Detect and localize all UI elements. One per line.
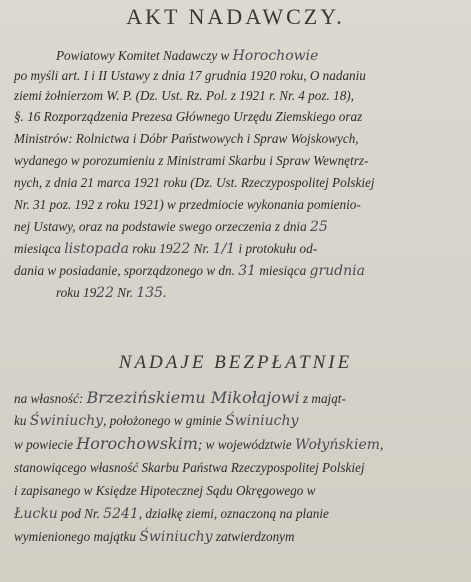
printed-text: , działkę ziemi, oznaczoną na planie	[138, 506, 329, 521]
printed-text: dania w posiadanie, sporządzonego w dn.	[14, 263, 239, 278]
handwritten-entry: 5241	[103, 506, 139, 522]
handwritten-entry: Świniuchy	[139, 529, 213, 545]
text-line-2	[14, 67, 366, 85]
text-line-8	[14, 196, 361, 214]
handwritten-entry: Brzezińskiemu Mikołajowi	[86, 388, 300, 407]
handwritten-entry: 22	[96, 285, 114, 301]
text-line-11	[14, 262, 365, 280]
printed-text: roku 19	[56, 285, 97, 300]
printed-text: Nr. 31 poz. 192 z roku 1921) w przedmiocie wykonania pomienio-	[14, 197, 361, 212]
text-line-1	[56, 47, 318, 65]
text-line-7	[14, 174, 375, 192]
printed-text: nej Ustawy, oraz na podstawie swego orzeczenia z dnia	[14, 219, 310, 234]
printed-text: po myśli art. I i II Ustawy z dnia 17 grudnia 1920 roku, O nadaniu	[14, 68, 366, 83]
text-line-9	[14, 218, 328, 236]
text-line-19	[14, 528, 295, 546]
handwritten-entry: Wołyńskiem	[295, 437, 381, 453]
text-line-10	[14, 240, 317, 258]
printed-text: nych, z dnia 21 marca 1921 roku (Dz. Ust. Rzeczypospolitej Polskiej	[14, 175, 375, 190]
printed-text: zatwierdzonym	[212, 529, 295, 544]
printed-text: pod Nr.	[57, 506, 104, 521]
handwritten-entry: 135	[136, 285, 164, 301]
printed-text: na własność:	[14, 391, 87, 406]
printed-text: wymienionego majątku	[14, 529, 140, 544]
printed-text: .	[163, 285, 167, 300]
printed-text: stanowiącego własność Skarbu Państwa Rzeczypospolitej Polskiej	[14, 460, 365, 475]
handwritten-entry: 31	[238, 263, 257, 279]
printed-text: roku 19	[129, 241, 173, 256]
text-line-16	[14, 459, 365, 477]
text-line-13	[14, 389, 346, 408]
text-line-15	[14, 435, 383, 454]
printed-text: ,	[380, 437, 384, 452]
text-line-6	[14, 152, 368, 170]
printed-text: Nr.	[190, 241, 213, 256]
printed-text: z mająt-	[299, 391, 346, 406]
text-line-3	[14, 87, 354, 105]
printed-text: miesiąca	[256, 263, 310, 278]
text-line-5	[14, 130, 359, 148]
printed-text: Ministrów: Rolnictwa i Dóbr Państwowych i Spraw Wojskowych,	[14, 131, 359, 146]
printed-text: w powiecie	[14, 437, 77, 452]
handwritten-entry: Horochowskim	[76, 434, 198, 453]
text-line-14	[14, 412, 298, 430]
printed-text: miesiąca	[14, 241, 65, 256]
handwritten-entry: Horochowie	[232, 48, 319, 64]
text-line-18	[14, 505, 329, 523]
handwritten-entry: grudnia	[309, 263, 365, 279]
printed-text: ; w województwie	[197, 437, 295, 452]
document-title: AKT NADAWCZY.	[126, 4, 345, 29]
section-heading: NADAJE BEZPŁATNIE	[118, 352, 353, 373]
text-line-17	[14, 482, 315, 500]
handwritten-entry: listopada	[64, 241, 129, 257]
printed-text: i protokułu od-	[235, 241, 318, 256]
printed-text: §. 16 Rozporządzenia Prezesa Głównego Urzędu Ziemskiego oraz	[14, 109, 363, 124]
text-line-4	[14, 108, 362, 126]
handwritten-entry: Łucku	[14, 506, 58, 522]
printed-text: , położonego w gminie	[103, 413, 226, 428]
printed-text: ku	[14, 413, 30, 428]
handwritten-entry: 25	[309, 219, 328, 235]
printed-text: i zapisanego w Księdze Hipotecznej Sądu Okręgowego w	[14, 483, 316, 498]
printed-text: Powiatowy Komitet Nadawczy w	[56, 48, 233, 63]
printed-text: wydanego w porozumieniu z Ministrami Skarbu i Spraw Wewnętrz-	[14, 153, 369, 168]
text-line-12	[56, 284, 166, 302]
printed-text: ziemi żołnierzom W. P. (Dz. Ust. Rz. Pol. z 1921 r. Nr. 4 poz. 18),	[14, 88, 354, 103]
handwritten-entry: 22	[172, 241, 191, 257]
printed-text: Nr.	[114, 285, 137, 300]
handwritten-entry: Świniuchy	[225, 413, 299, 429]
handwritten-entry: Świniuchy	[29, 413, 104, 429]
handwritten-entry: 1/1	[212, 241, 236, 257]
